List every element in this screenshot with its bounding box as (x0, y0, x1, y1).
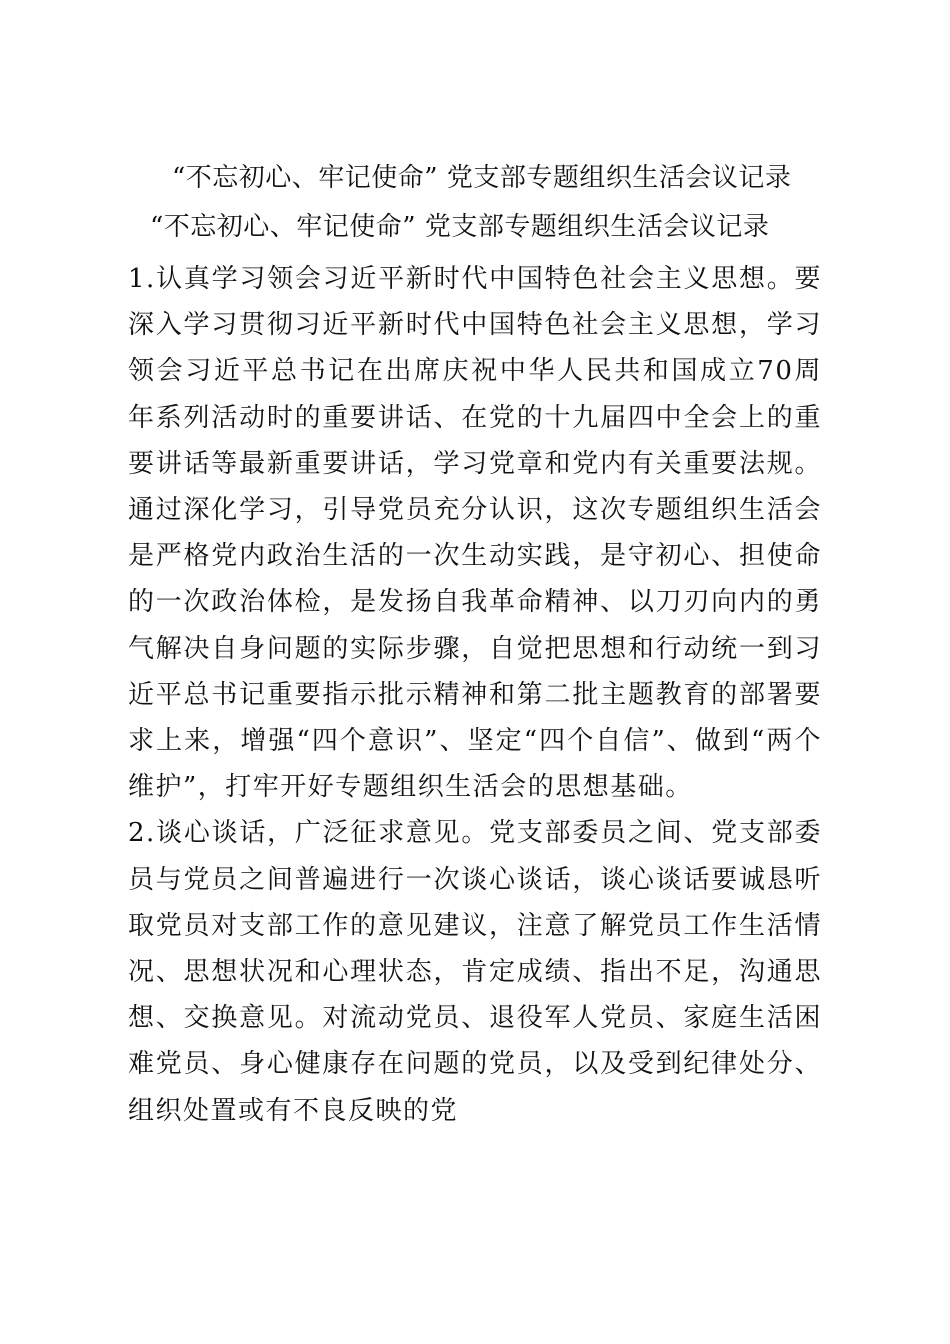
document-body (128, 256, 822, 1134)
document-subtitle: “不忘初心、牢记使命” 党支部专题组织生活会议记录 (150, 212, 770, 242)
document-title: “不忘初心、牢记使命” 党支部专题组织生活会议记录 (172, 163, 792, 193)
paragraph-study: 1.认真学习领会习近平新时代中国特色社会主义思想。要深入学习贯彻习近平新时代中国特色社会主义思想，学习领会习近平总书记在出席庆祝中华人民共和国成立70周年系列活动时的重要讲话、在党的十九届四中全会上的重要讲话等最新重要讲话，学习党章和党内有关重要法规。通过深化学习，引导党员充分认识，这次专题组织生活会是严格党内政治生活的一次生动实践，是守初心、担使命的一次政治体检，是发扬自我革命精神、以刀刃向内的勇气解决自身问题的实际步骤，自觉把思想和行动统一到习近平总书记重要指示批示精神和第二批主题教育的部署要求上来，增强“四个意识”、坚定“四个自信”、做到“两个维护”，打牢开好专题组织生活会的思想基础。 (128, 264, 822, 803)
paragraph-talks: 2.谈心谈话，广泛征求意见。党支部委员之间、党支部委员与党员之间普遍进行一次谈心谈话，谈心谈话要诚恳听取党员对支部工作的意见建议，注意了解党员工作生活情况、思想状况和心理状态，肯定成绩、指出不足，沟通思想、交换意见。对流动党员、退役军人党员、家庭生活困难党员、身心健康存在问题的党员，以及受到纪律处分、组织处置或有不良反映的党 (128, 818, 822, 1126)
